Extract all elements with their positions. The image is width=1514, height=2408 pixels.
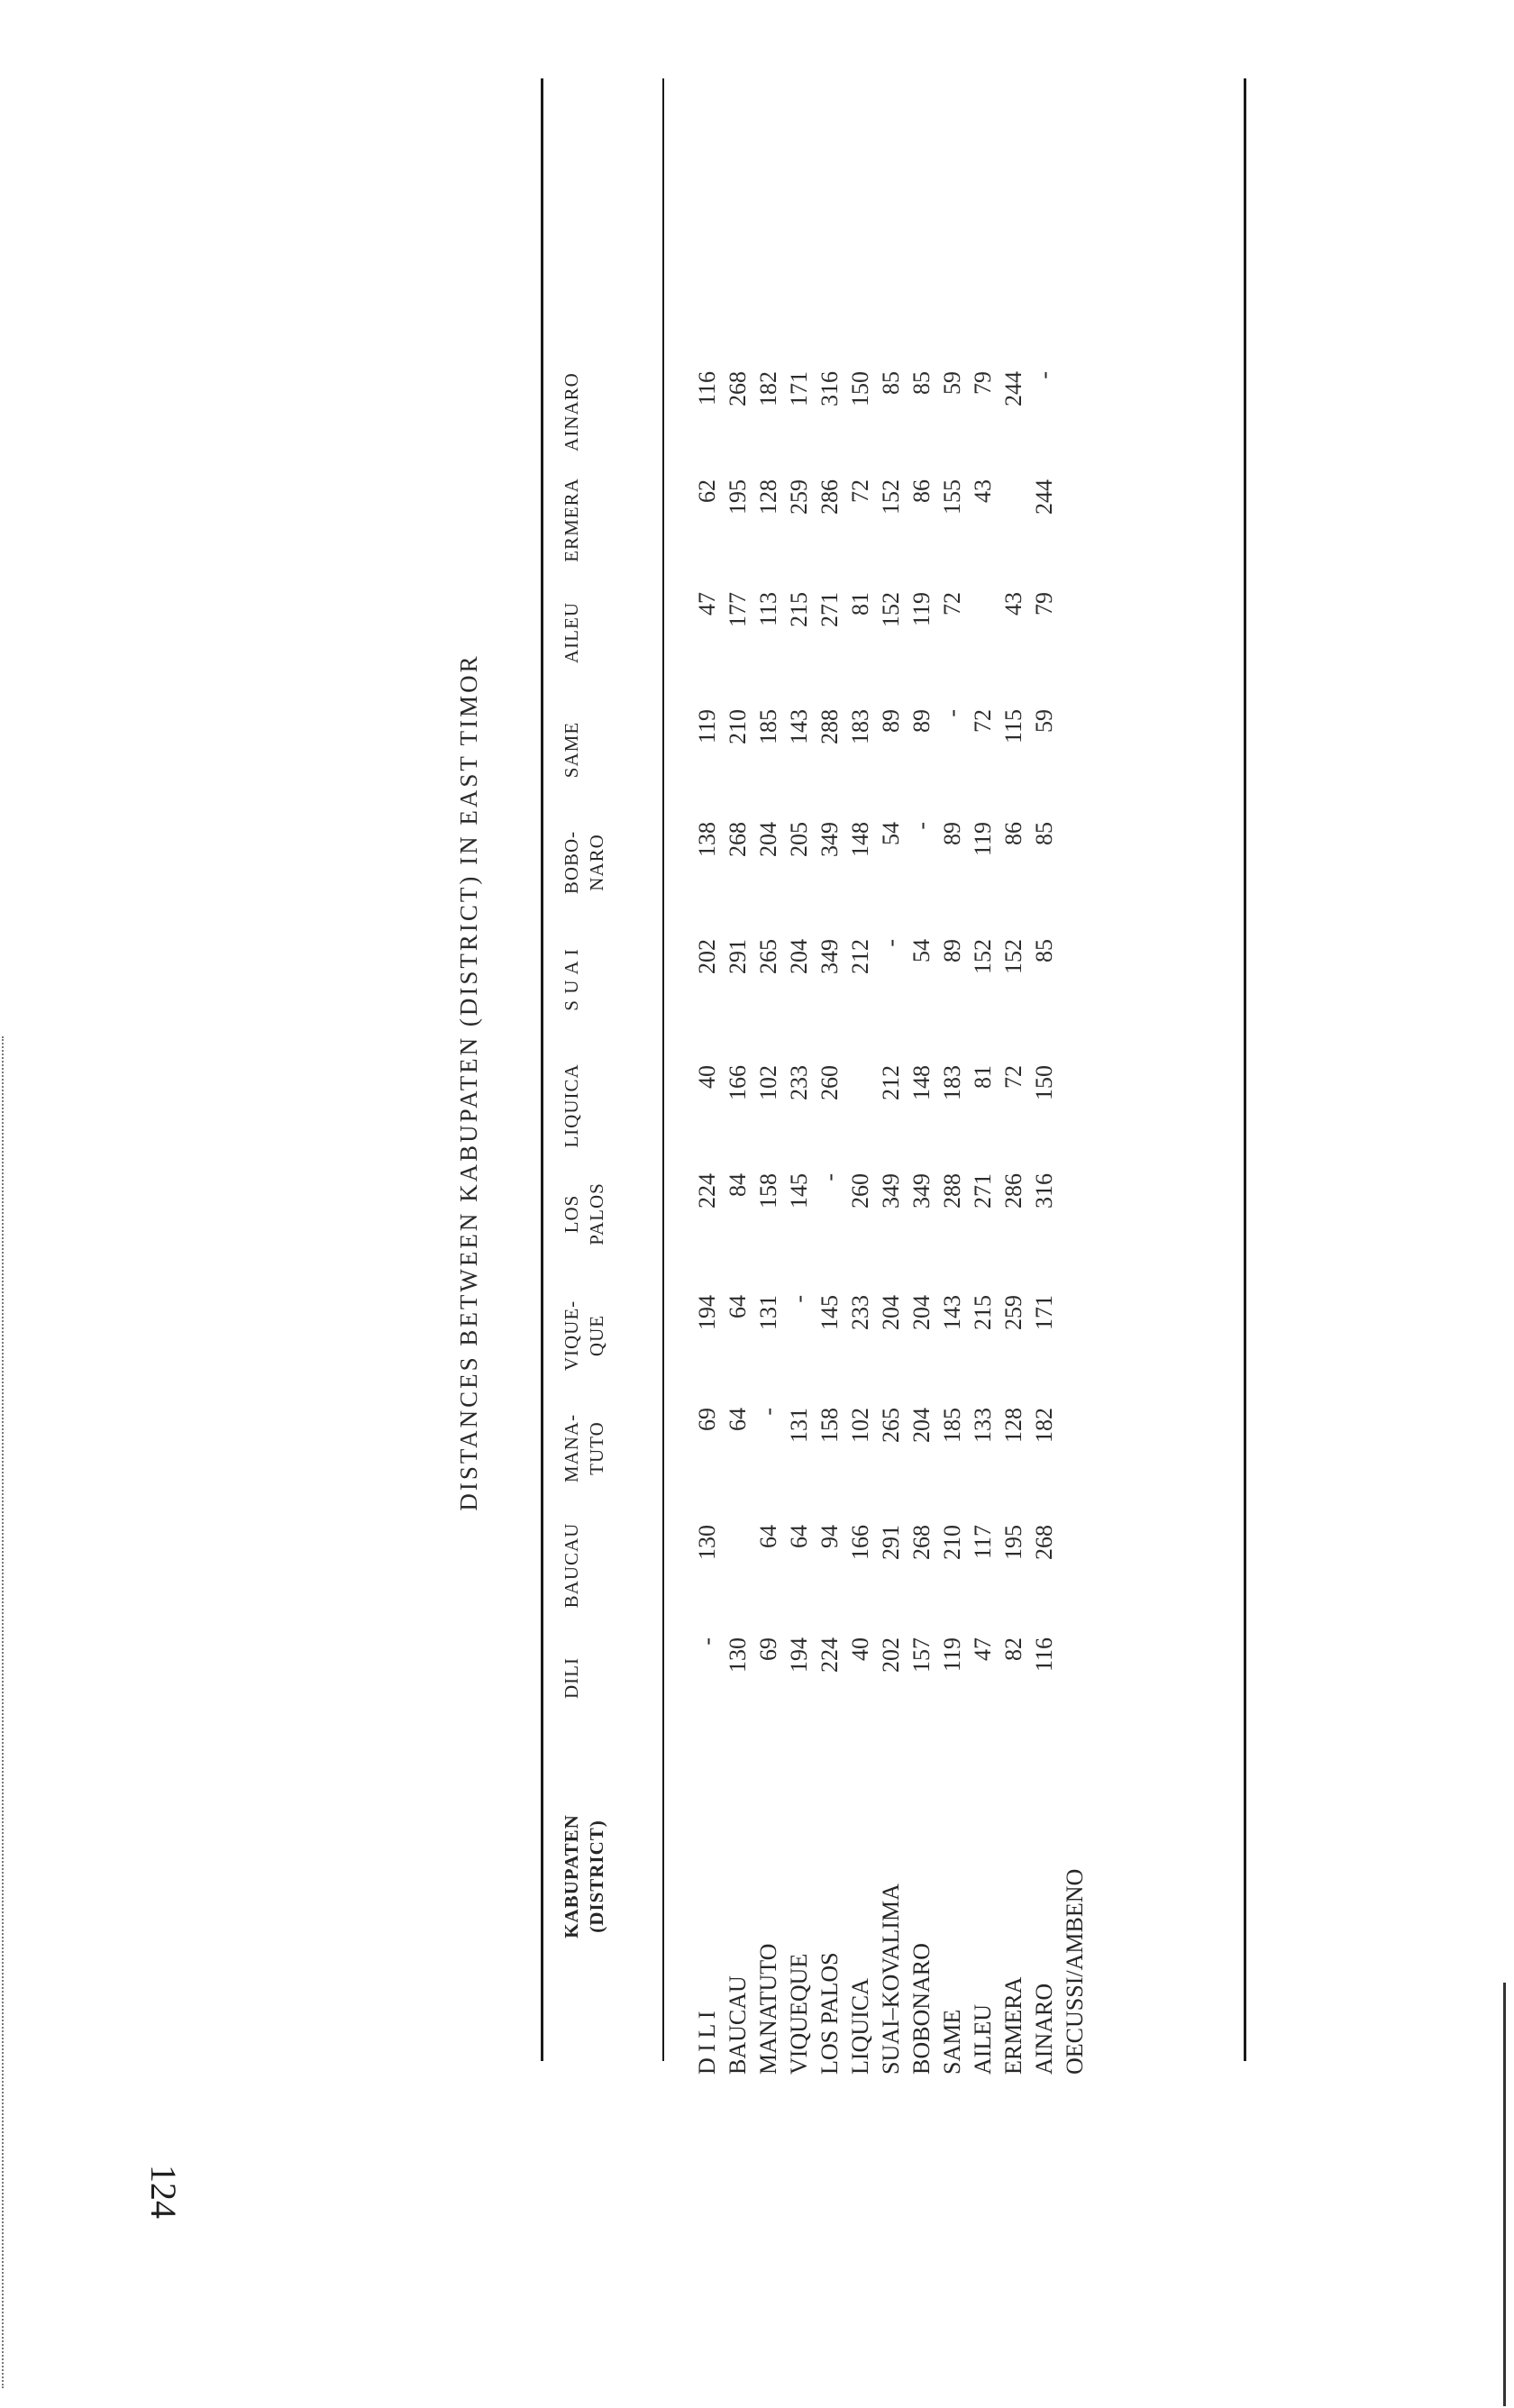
table-cell: 259	[1000, 1295, 1026, 1330]
row-label: BAUCAU	[725, 1975, 751, 2075]
table-cell: 210	[725, 709, 751, 744]
table-cell: 158	[755, 1173, 781, 1209]
table-cell: 268	[725, 371, 751, 406]
table-cell: 202	[694, 939, 720, 974]
table-cell: 113	[755, 592, 781, 627]
table-cell: 85	[878, 371, 904, 395]
row-label: LOS PALOS	[816, 1952, 843, 2075]
table-cell: 131	[786, 1408, 812, 1443]
table-cell: 271	[816, 592, 843, 627]
table-cell: 64	[725, 1295, 751, 1318]
table-cell: 260	[816, 1065, 843, 1100]
table-cell: 119	[694, 709, 720, 744]
table-cell: 157	[908, 1637, 935, 1673]
table-cell: 291	[878, 1525, 904, 1560]
row-label: ERMERA	[1000, 1976, 1026, 2075]
table-cell: 72	[847, 479, 873, 503]
table-cell: 117	[970, 1525, 996, 1560]
table-cell: 177	[725, 592, 751, 627]
table-cell: 182	[755, 371, 781, 406]
row-label: SAME	[939, 2009, 965, 2075]
table-cell: 133	[970, 1408, 996, 1443]
table-cell: 152	[878, 592, 904, 627]
table-cell: 244	[1031, 479, 1057, 515]
table-cell: 43	[970, 479, 996, 503]
table-cell: 143	[786, 709, 812, 744]
table-cell: 54	[878, 822, 904, 845]
table-cell: 194	[694, 1295, 720, 1330]
table-cell: 116	[1031, 1637, 1057, 1673]
table-cell: 89	[878, 709, 904, 733]
table-cell: 47	[970, 1637, 996, 1661]
table-cell: 145	[786, 1173, 812, 1209]
table-cell: 79	[970, 371, 996, 395]
table-cell: 40	[847, 1637, 873, 1661]
table-cell: 81	[847, 592, 873, 616]
table-cell: 349	[816, 822, 843, 857]
table-cell: 265	[755, 939, 781, 974]
page-margin-line-left	[2, 1036, 4, 2388]
table-cell: 215	[786, 592, 812, 627]
table-cell: 85	[1031, 939, 1057, 962]
table-cell: 85	[1031, 822, 1057, 845]
table-cell: 150	[1031, 1065, 1057, 1100]
table-cell: 271	[970, 1173, 996, 1209]
table-cell: 69	[755, 1637, 781, 1661]
row-label: LIQUICA	[847, 1978, 873, 2075]
table-cell: 82	[1000, 1637, 1026, 1661]
table-cell: 316	[1031, 1173, 1057, 1209]
table-cell: 86	[908, 479, 935, 503]
column-header: ERMERA	[561, 478, 582, 562]
table-cell: 158	[816, 1408, 843, 1443]
table-cell: 233	[847, 1295, 873, 1330]
table-cell: 182	[1031, 1408, 1057, 1443]
table-cell: 128	[755, 479, 781, 515]
row-label: AINARO	[1031, 1983, 1057, 2075]
table-cell: 212	[878, 1065, 904, 1100]
table-cell: 152	[1000, 939, 1026, 974]
table-cell: 138	[694, 822, 720, 857]
table-cell: 152	[970, 939, 996, 974]
table-cell: -	[878, 939, 904, 947]
table-cell: 185	[939, 1408, 965, 1443]
table-cell: 40	[694, 1065, 720, 1089]
table-cell: -	[755, 1408, 781, 1416]
table-cell: 72	[939, 592, 965, 616]
table-cell: 286	[816, 479, 843, 515]
table-cell: 195	[725, 479, 751, 515]
bottom-rule	[1244, 78, 1246, 2061]
column-header: LOS PALOS	[561, 1182, 607, 1245]
table-cell: 59	[1031, 709, 1057, 733]
table-cell: 171	[786, 371, 812, 406]
table-cell: 224	[694, 1173, 720, 1209]
table-cell: 143	[939, 1295, 965, 1330]
table-cell: 64	[786, 1525, 812, 1548]
table-cell: 316	[816, 371, 843, 406]
table-title: DISTANCES BETWEEN KABUPATEN (DISTRICT) IN EAST TIMOR	[455, 653, 482, 1511]
table-cell: -	[939, 709, 965, 717]
table-cell: 259	[786, 479, 812, 515]
table-cell: -	[694, 1637, 720, 1646]
page-number: 124	[143, 2165, 184, 2219]
table-cell: 268	[725, 822, 751, 857]
row-label: BOBONARO	[908, 1943, 935, 2075]
table-cell: -	[786, 1295, 812, 1303]
table-cell: 69	[694, 1408, 720, 1431]
row-label: MANATUTO	[755, 1943, 781, 2075]
table-cell: 210	[939, 1525, 965, 1560]
table-cell: 148	[908, 1065, 935, 1100]
table-cell: 102	[847, 1408, 873, 1443]
table-cell: 215	[970, 1295, 996, 1330]
row-label: AILEU	[970, 2004, 996, 2075]
table-cell: 148	[847, 822, 873, 857]
table-cell: 130	[725, 1637, 751, 1673]
table-cell: 150	[847, 371, 873, 406]
table-cell: 212	[847, 939, 873, 974]
table-cell: 204	[908, 1408, 935, 1443]
column-header: LIQUICA	[561, 1063, 582, 1148]
column-header: MANA- TUTO	[561, 1413, 607, 1483]
table-cell: 268	[1031, 1525, 1057, 1560]
column-header: BAUCAU	[561, 1522, 582, 1609]
table-cell: 288	[816, 709, 843, 744]
table-cell: 204	[755, 822, 781, 857]
table-cell: 194	[786, 1637, 812, 1673]
table-cell: 119	[939, 1637, 965, 1673]
table-cell: 349	[908, 1173, 935, 1209]
table-cell: -	[908, 822, 935, 830]
column-header: SAME	[561, 721, 582, 779]
table-cell: 84	[725, 1173, 751, 1197]
column-header: AINARO	[561, 372, 582, 452]
table-cell: 145	[816, 1295, 843, 1330]
table-cell: 102	[755, 1065, 781, 1100]
table-cell: 72	[970, 709, 996, 733]
table-cell: 47	[694, 592, 720, 616]
row-label: VIQUEQUE	[786, 1953, 812, 2075]
table-cell: -	[1031, 371, 1057, 379]
table-cell: 166	[725, 1065, 751, 1100]
table-cell: 224	[816, 1637, 843, 1673]
row-label: OECUSSI/AMBENO	[1062, 1868, 1088, 2075]
table-cell: 349	[878, 1173, 904, 1209]
header-rule	[662, 78, 664, 2061]
table-cell: 202	[878, 1637, 904, 1673]
table-cell: 64	[755, 1525, 781, 1548]
table-cell: 185	[755, 709, 781, 744]
table-cell: 89	[939, 822, 965, 845]
table-cell: 128	[1000, 1408, 1026, 1443]
table-cell: 89	[939, 939, 965, 962]
table-cell: 291	[725, 939, 751, 974]
top-rule	[541, 78, 543, 2061]
table-cell: 265	[878, 1408, 904, 1443]
table-cell: 131	[755, 1295, 781, 1330]
table-cell: 79	[1031, 592, 1057, 616]
column-header: DILI	[561, 1657, 582, 1699]
table-cell: 204	[786, 939, 812, 974]
table-cell: 59	[939, 371, 965, 395]
table-cell: 233	[786, 1065, 812, 1100]
table-cell: 119	[970, 822, 996, 857]
table-cell: 260	[847, 1173, 873, 1209]
column-header: AILEU	[561, 602, 582, 663]
column-header: BOBO- NARO	[561, 830, 607, 895]
column-header: VIQUE- QUE	[561, 1300, 607, 1372]
table-cell: 152	[878, 479, 904, 515]
column-header: S U A I	[561, 948, 582, 1011]
table-cell: 43	[1000, 592, 1026, 616]
table-cell: 244	[1000, 371, 1026, 406]
table-cell: 349	[816, 939, 843, 974]
table-cell: 166	[847, 1525, 873, 1560]
table-cell: -	[816, 1173, 843, 1181]
table-cell: 119	[908, 592, 935, 627]
table-cell: 205	[786, 822, 812, 857]
table-cell: 86	[1000, 822, 1026, 845]
table-cell: 155	[939, 479, 965, 515]
table-cell: 54	[908, 939, 935, 962]
row-header: KABUPATEN (DISTRICT)	[561, 1814, 607, 1938]
table-cell: 116	[694, 371, 720, 406]
table-cell: 85	[908, 371, 935, 395]
table-cell: 62	[694, 479, 720, 503]
table-cell: 183	[847, 709, 873, 744]
table-cell: 268	[908, 1525, 935, 1560]
row-label: SUAI–KOVALIMA	[878, 1884, 904, 2075]
table-cell: 204	[908, 1295, 935, 1330]
table-cell: 94	[816, 1525, 843, 1548]
table-cell: 288	[939, 1173, 965, 1209]
table-cell: 204	[878, 1295, 904, 1330]
table-cell: 89	[908, 709, 935, 733]
table-cell: 64	[725, 1408, 751, 1431]
table-cell: 171	[1031, 1295, 1057, 1330]
table-cell: 195	[1000, 1525, 1026, 1560]
table-cell: 286	[1000, 1173, 1026, 1209]
table-cell: 183	[939, 1065, 965, 1100]
row-label: D I L I	[694, 2011, 720, 2075]
table-cell: 115	[1000, 709, 1026, 744]
table-cell: 81	[970, 1065, 996, 1089]
page-margin-line-right	[1503, 1983, 1506, 2406]
table-cell: 130	[694, 1525, 720, 1560]
table-cell: 72	[1000, 1065, 1026, 1089]
